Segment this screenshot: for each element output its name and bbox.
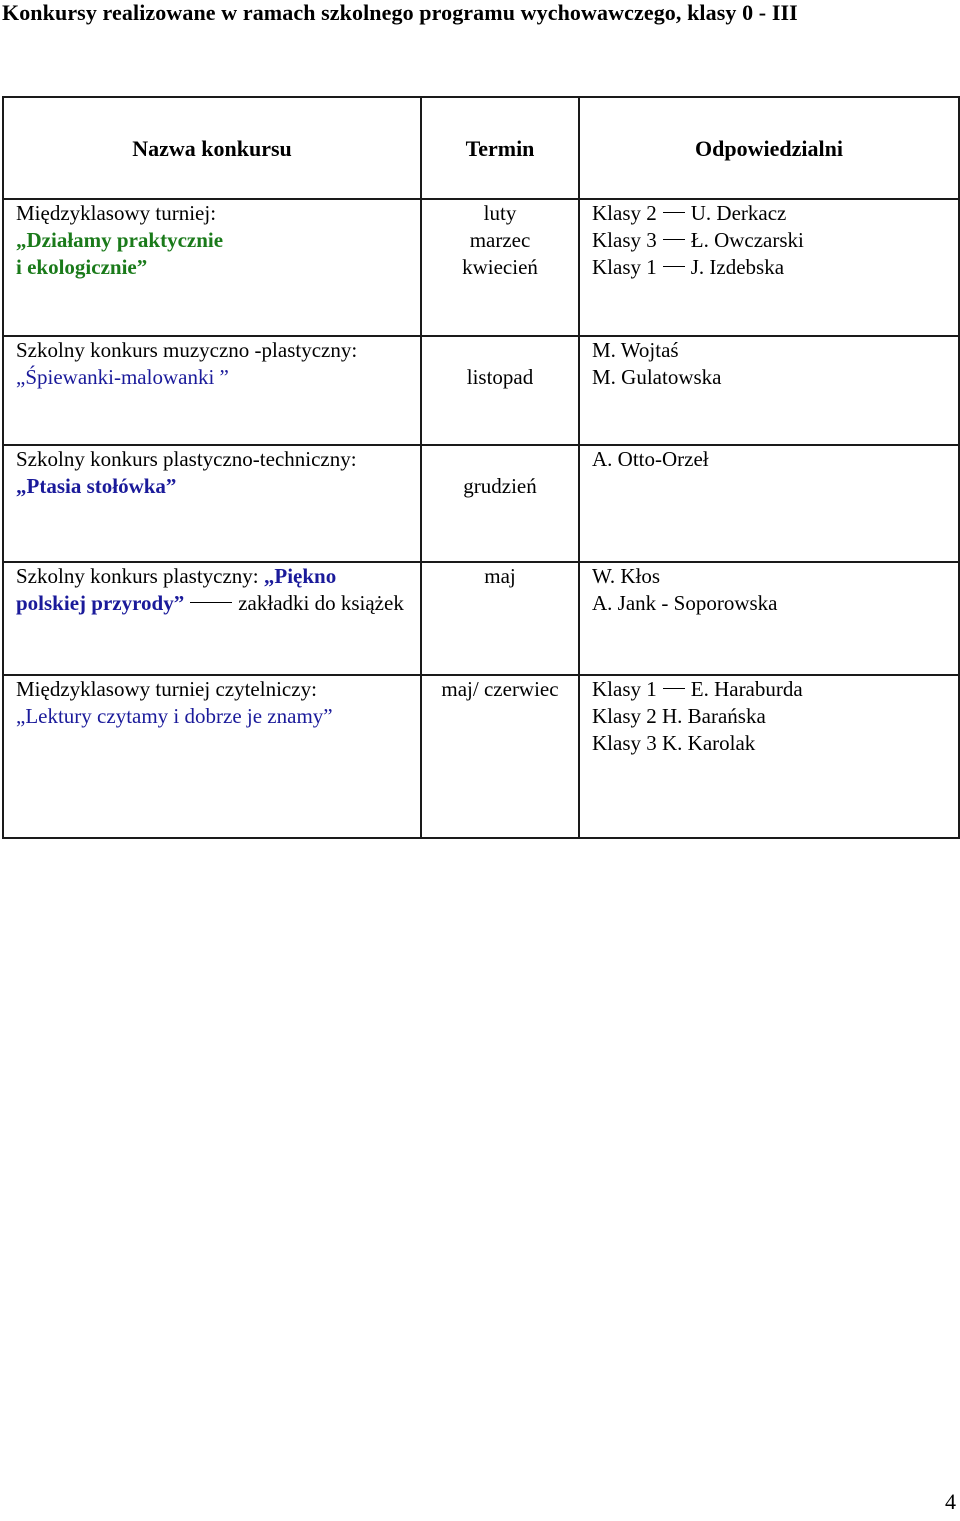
page-title: Konkursy realizowane w ramach szkolnego programu wychowawczego, klasy 0 - III — [2, 0, 798, 25]
table-row — [3, 336, 959, 445]
contest-name-line: Szkolny konkurs muzyczno -plastyczny: — [16, 338, 358, 362]
term-value: kwiecień — [462, 255, 538, 279]
term-spacer — [434, 446, 566, 473]
table-row — [3, 675, 959, 838]
person-name: M. Wojtaś — [592, 338, 679, 362]
header-term: Termin — [421, 97, 579, 199]
term-cell — [421, 675, 579, 838]
contest-title: polskiej przyrody” — [16, 591, 185, 615]
class-label: Klasy 2 — [592, 201, 657, 225]
term-value: grudzień — [463, 474, 537, 498]
page-number: 4 — [945, 1489, 956, 1514]
contest-name-cell — [3, 445, 421, 562]
contest-name-cell — [3, 336, 421, 445]
responsible-cell — [579, 675, 959, 838]
responsible-entry — [592, 703, 946, 730]
table-header-row — [3, 97, 959, 199]
person-name: K. Karolak — [662, 731, 756, 755]
term-cell — [421, 445, 579, 562]
contest-name-cell — [3, 562, 421, 675]
dash-separator — [663, 688, 685, 689]
term-cell — [421, 199, 579, 336]
class-label: Klasy 1 — [592, 255, 657, 279]
responsible-entry — [592, 676, 946, 703]
class-label: Klasy 3 — [592, 228, 657, 252]
term-value: luty — [483, 201, 517, 225]
contest-title: „Piękno — [263, 564, 337, 588]
responsible-cell — [579, 562, 959, 675]
term-cell — [421, 336, 579, 445]
responsible-cell — [579, 336, 959, 445]
dash-separator — [663, 212, 685, 213]
dash-separator — [663, 239, 685, 240]
term-value: listopad — [466, 365, 534, 389]
class-label: Klasy 2 — [592, 704, 657, 728]
table-row — [3, 445, 959, 562]
person-name: J. Izdebska — [690, 255, 785, 279]
person-name: Ł. Owczarski — [690, 228, 804, 252]
contest-name-line — [16, 563, 408, 590]
contest-name-suffix: zakładki do książek — [238, 591, 404, 615]
contest-title: i ekologicznie” — [16, 255, 148, 279]
term-value: maj — [484, 564, 516, 588]
contest-title: „Śpiewanki-malowanki ” — [16, 365, 229, 389]
person-name: U. Derkacz — [690, 201, 787, 225]
term-value: marzec — [469, 228, 531, 252]
contest-title: „Lektury czytamy i dobrze je znamy” — [16, 704, 333, 728]
responsible-entry — [592, 227, 946, 254]
dash-separator — [663, 266, 685, 267]
responsible-entry — [592, 254, 946, 281]
header-contest-name: Nazwa konkursu — [3, 97, 421, 199]
responsible-entry — [592, 200, 946, 227]
term-cell — [421, 562, 579, 675]
contest-title: „Działamy praktycznie — [16, 228, 224, 252]
class-label: Klasy 3 — [592, 731, 657, 755]
responsible-cell — [579, 445, 959, 562]
contest-name-cell — [3, 199, 421, 336]
contest-name-prefix: Szkolny konkurs plastyczny: — [16, 564, 264, 588]
contest-name-cell — [3, 675, 421, 838]
dash-separator — [190, 602, 232, 603]
contest-name-line: Szkolny konkurs plastyczno-techniczny: — [16, 447, 357, 471]
contest-title: „Ptasia stołówka” — [16, 474, 177, 498]
contest-name-line: Międzyklasowy turniej: — [16, 201, 217, 225]
person-name: E. Haraburda — [690, 677, 803, 701]
responsible-cell — [579, 199, 959, 336]
person-name: A. Jank - Soporowska — [592, 591, 778, 615]
person-name: M. Gulatowska — [592, 365, 722, 389]
person-name: W. Kłos — [592, 564, 661, 588]
responsible-entry — [592, 730, 946, 757]
contests-table — [2, 96, 960, 839]
contest-name-line: Międzyklasowy turniej czytelniczy: — [16, 677, 317, 701]
table-row — [3, 199, 959, 336]
person-name: A. Otto-Orzeł — [592, 447, 709, 471]
class-label: Klasy 1 — [592, 677, 657, 701]
header-responsible: Odpowiedzialni — [579, 97, 959, 199]
term-spacer — [434, 337, 566, 364]
table-row — [3, 562, 959, 675]
contest-name-line — [16, 590, 408, 617]
person-name: H. Barańska — [662, 704, 766, 728]
term-value: maj/ czerwiec — [441, 677, 559, 701]
